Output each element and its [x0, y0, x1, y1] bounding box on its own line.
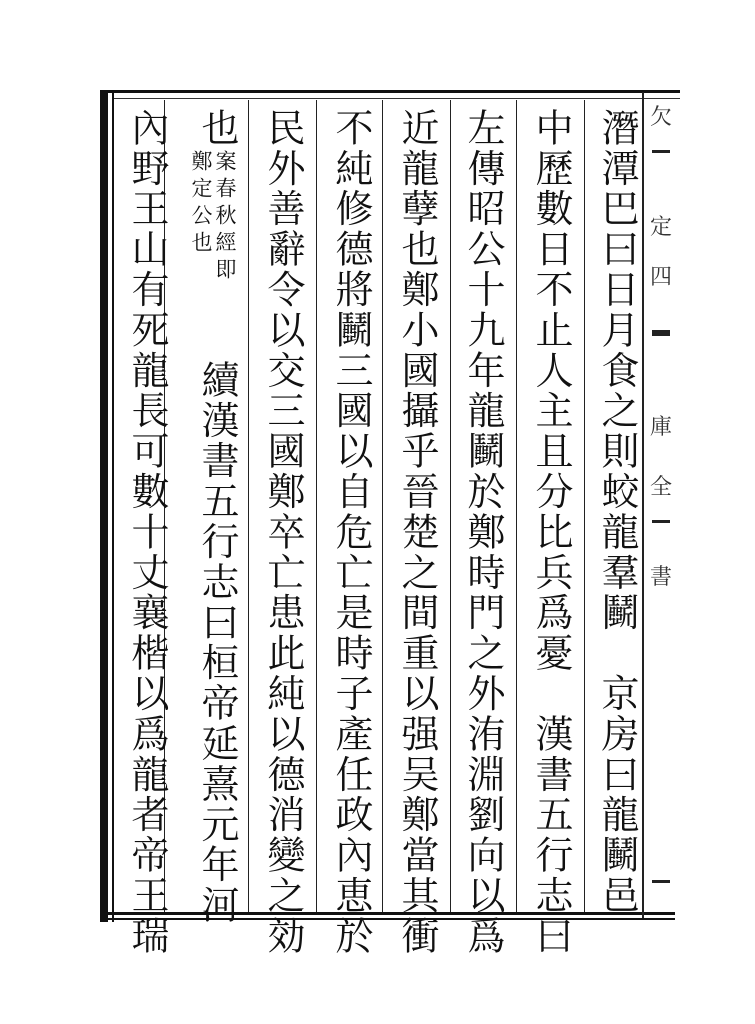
column-divider	[382, 100, 383, 912]
fold-char: 定	[649, 215, 672, 240]
frame-bottom-inner-border	[100, 918, 675, 920]
fold-char: 四	[649, 265, 672, 290]
fold-mark	[652, 150, 670, 153]
column-divider	[248, 100, 249, 912]
annotation-note-left: 鄭定公也	[189, 150, 213, 258]
column-divider	[316, 100, 317, 912]
frame-bottom-border	[100, 912, 675, 915]
annotation-note-right: 案春秋經即	[213, 150, 237, 285]
text-column-1: 潛潭巴曰日月食之則蛟龍羣鬭 京房曰龍鬭邑	[595, 108, 639, 916]
column-divider	[450, 100, 451, 912]
fold-char: 庫	[649, 415, 672, 440]
column-divider	[584, 100, 585, 912]
fold-mark	[652, 330, 670, 336]
frame-top-inner-border	[112, 98, 680, 99]
fold-mark	[652, 880, 670, 883]
fold-mark	[652, 520, 670, 523]
fold-char: 全	[649, 475, 672, 500]
text-column-6: 民外善辭令以交三國鄭卒亡患此純以德消變之効	[261, 108, 305, 957]
text-column-2: 中歷數日不止人主且分比兵爲憂 漢書五行志曰	[529, 108, 573, 957]
text-column-5: 不純修德將鬭三國以自危亡是時子產任政內恵於	[329, 108, 373, 957]
text-column-8: 內野王山有死龍長可數十丈襄楷以爲龍者帝王瑞	[125, 108, 169, 957]
text-column-3: 左傳昭公十九年龍鬭於鄭時門之外洧淵劉向以爲	[461, 108, 505, 957]
frame-left-thick-border	[100, 92, 108, 922]
column-divider	[516, 100, 517, 912]
frame-left-thin-border	[112, 92, 114, 922]
text-column-4: 近龍孽也鄭小國攝乎晉楚之間重以强吴鄭當其衝	[395, 108, 439, 957]
text-column-7-body: 續漢書五行志曰桓帝延熹元年河	[195, 360, 239, 926]
fold-char: 書	[649, 565, 672, 590]
text-column-7-head: 也	[195, 108, 239, 149]
frame-top-border	[100, 90, 680, 93]
fold-char: 欠	[649, 105, 672, 130]
